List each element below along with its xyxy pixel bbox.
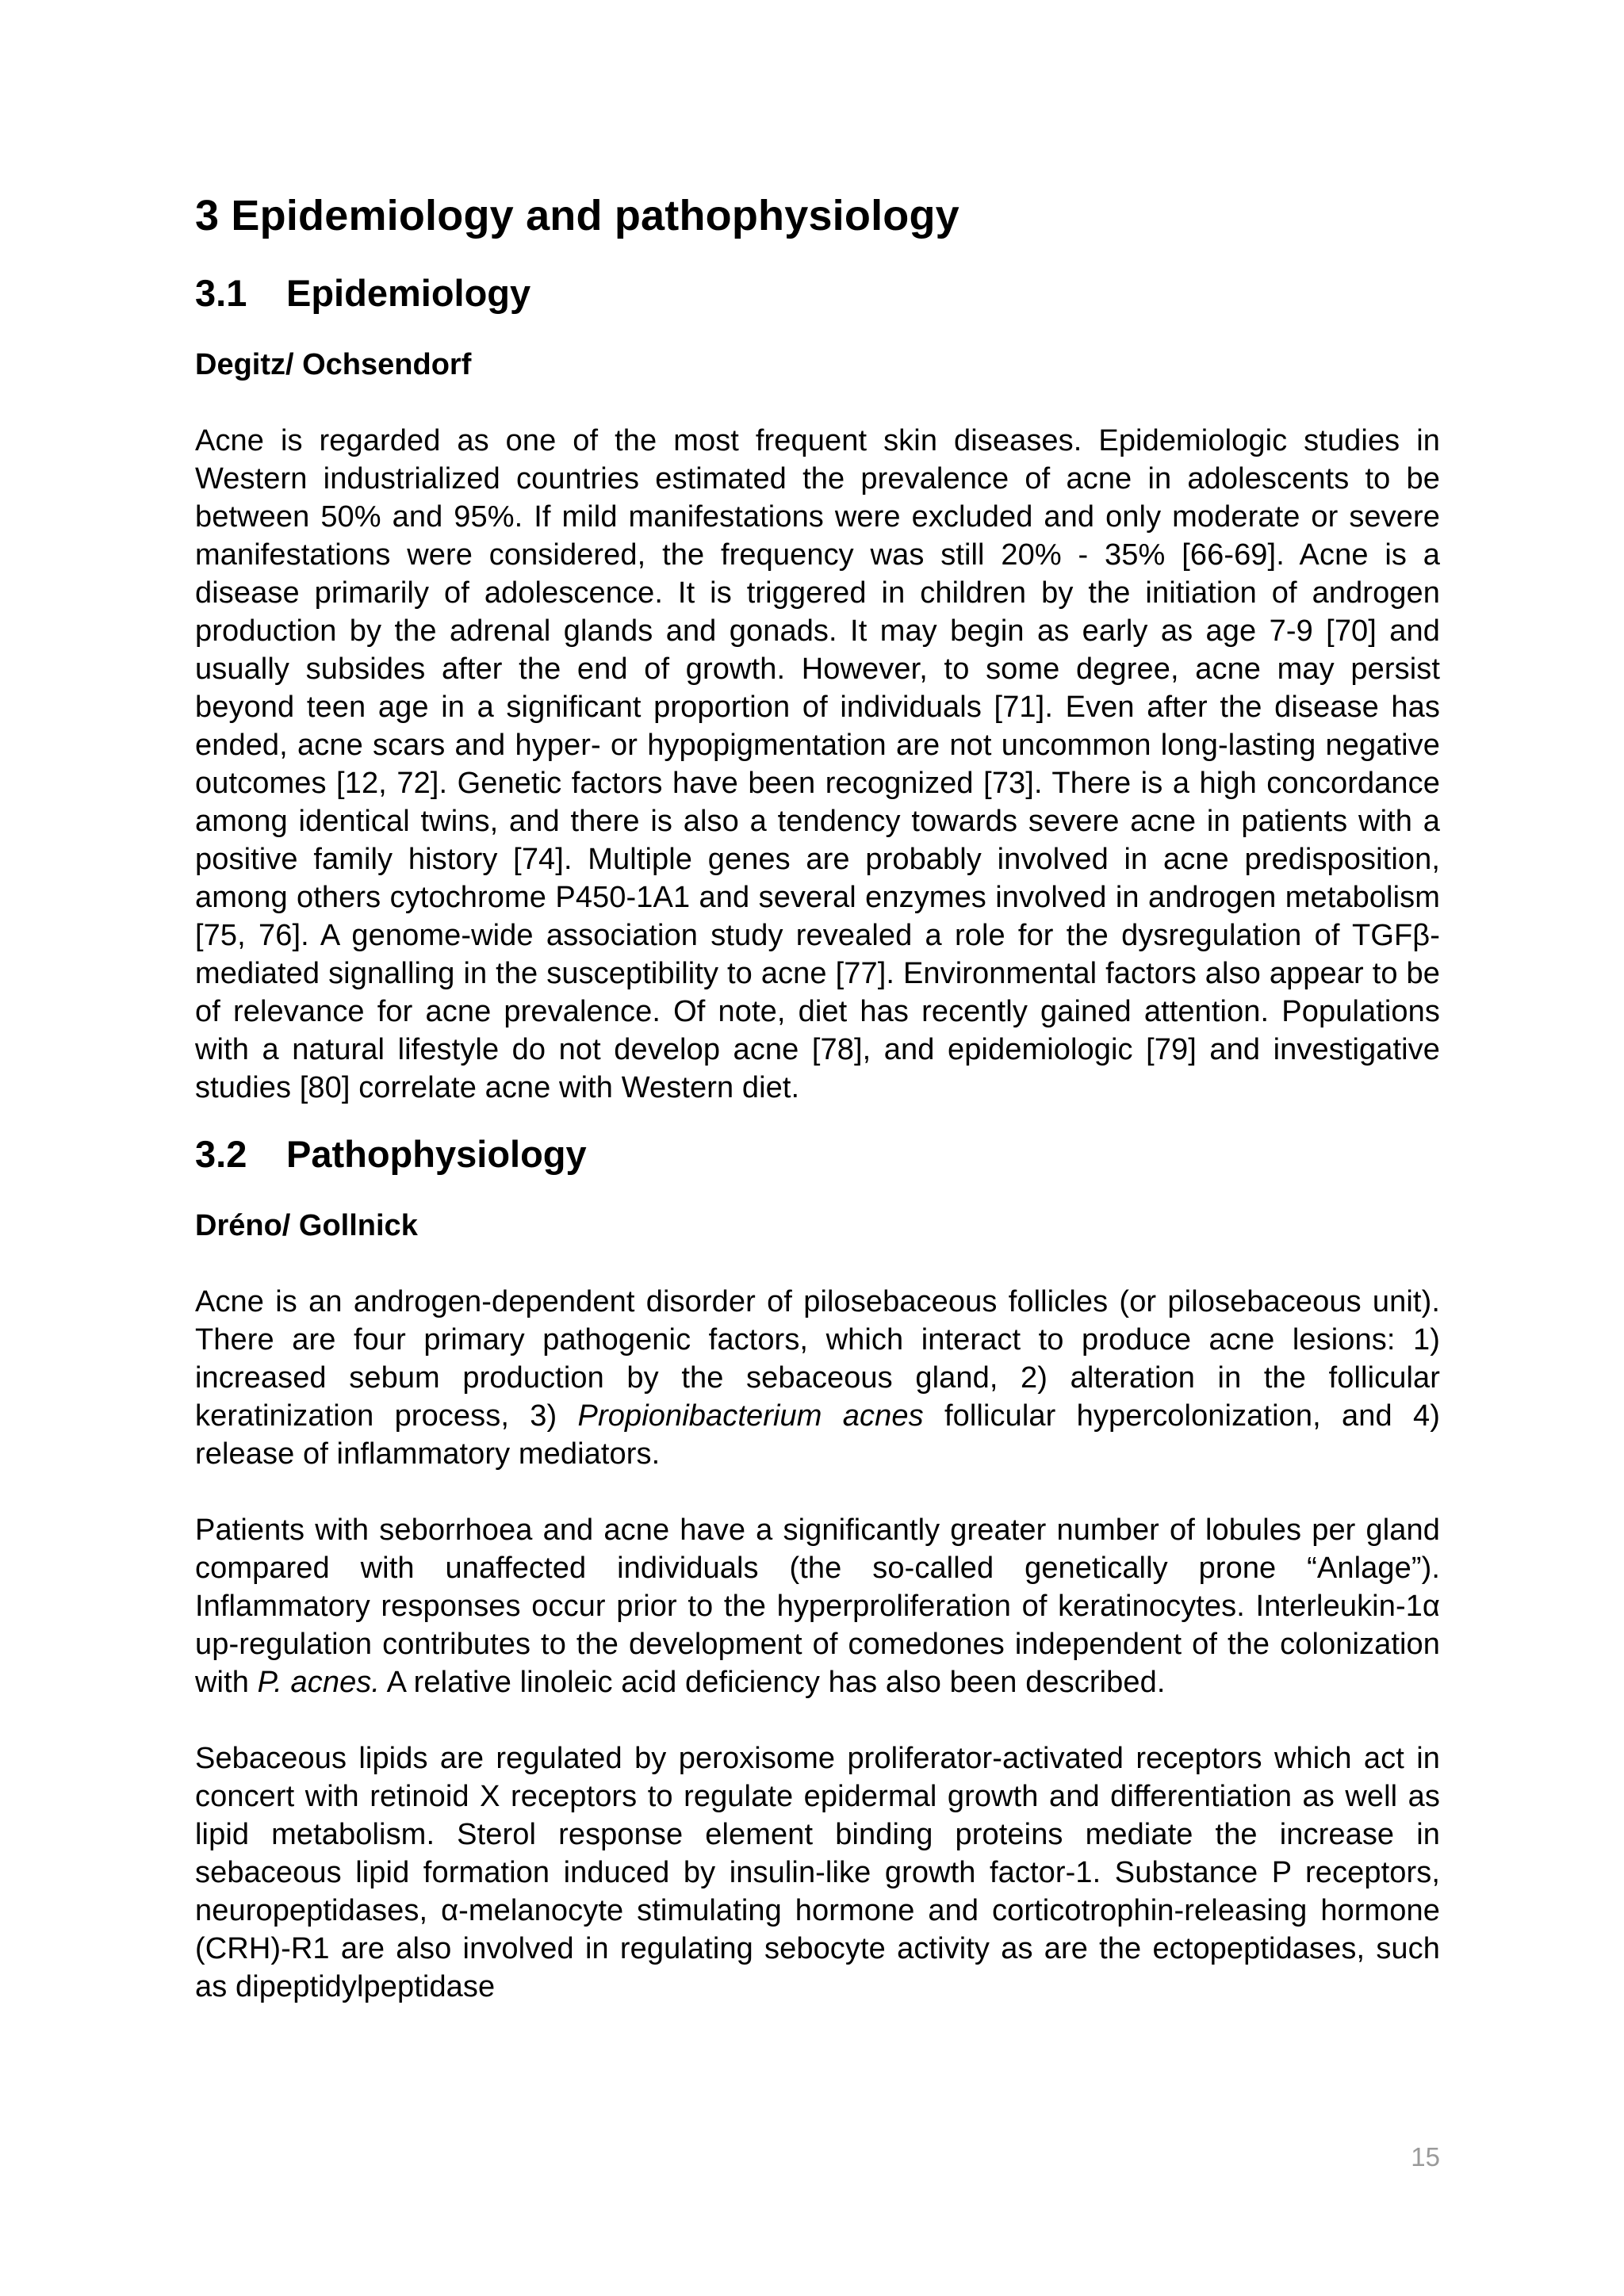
section-heading-epidemiology — [195, 271, 1440, 316]
section-authors: Dréno/ Gollnick — [195, 1209, 418, 1242]
paragraph-pathogenic-factors — [195, 1283, 1440, 1473]
species-name: Propionibacterium acnes — [577, 1399, 924, 1433]
section-title: Pathophysiology — [286, 1133, 587, 1175]
paragraph-seborrhoea — [195, 1511, 1440, 1701]
paragraph-text: Patients with seborrhoea and acne have a significantly greater number of lobules per gland compared with unaffected individuals (the so-called genetically prone “Anlage”). Inflammatory responses occur prior to the hyperproliferation of keratinocytes. Interleukin-1α up-regulation contributes to the development of comedones independent of the colonization with — [195, 1513, 1440, 1699]
section-title: Epidemiology — [286, 272, 531, 314]
document-page — [195, 190, 1440, 2044]
paragraph-epidemiology: Acne is regarded as one of the most frequent skin diseases. Epidemiologic studies in Western industrialized countries estimated the prevalence of acne in adolescents to be between 50% and 95%. If mild manifestations were excluded and only moderate or severe manifestations were considered, the frequency was still 20% - 35% [66-69]. Acne is a disease primarily of adolescence. It is triggered in children by the initiation of androgen production by the adrenal glands and gonads. It may begin as early as age 7-9 [70] and usually subsides after the end of growth. However, to some degree, acne may persist beyond teen age in a significant proportion of individuals [71]. Even after the disease has ended, acne scars and hyper- or hypopigmentation are not uncommon long-lasting negative outcomes [12, 72]. Genetic factors have been recognized [73]. There is a high concordance among identical twins, and there is also a tendency towards severe acne in patients with a positive family history [74]. Multiple genes are probably involved in acne predisposition, among others cytochrome P450-1A1 and several enzymes involved in androgen metabolism [75, 76]. A genome-wide association study revealed a role for the dysregulation of TGFβ-mediated signalling in the susceptibility to acne [77]. Environmental factors also appear to be of relevance for acne prevalence. Of note, diet has recently gained attention. Populations with a natural lifestyle do not develop acne [78], and epidemiologic [79] and investigative studies [80] correlate acne with Western diet. — [195, 424, 1440, 1104]
paragraph-sebaceous-lipids: Sebaceous lipids are regulated by peroxisome proliferator-activated receptors which act in concert with retinoid X receptors to regulate epidermal growth and differentiation as well as lipid metabolism. Sterol response element binding proteins mediate the increase in sebaceous lipid formation induced by insulin-like growth factor-1. Substance P receptors, neuropeptidases, α-melanocyte stimulating hormone and corticotrophin-releasing hormone (CRH)-R1 are also involved in regulating sebocyte activity as are the ectopeptidases, such as dipeptidylpeptidase — [195, 1742, 1440, 2003]
page-number: 15 — [1411, 2142, 1440, 2172]
species-name: P. acnes. — [257, 1666, 381, 1699]
section-number: 3.1 — [195, 272, 247, 314]
paragraph-text: follicular hypercolonization, and 4) release of inflammatory mediators. — [195, 1399, 1440, 1471]
section-heading-pathophysiology — [195, 1132, 1440, 1177]
chapter-title: 3 Epidemiology and pathophysiology — [195, 192, 959, 239]
section-authors: Degitz/ Ochsendorf — [195, 348, 472, 381]
section-number: 3.2 — [195, 1133, 247, 1175]
paragraph-text: A relative linoleic acid deficiency has also been described. — [380, 1666, 1166, 1699]
paragraph-text: Acne is an androgen-dependent disorder of pilosebaceous follicles (or pilosebaceous unit). There are four primary pathogenic factors, which interact to produce acne lesions: 1) increased sebum production by the sebaceous gland, 2) alteration in the follicular keratinization process, 3) — [195, 1285, 1440, 1433]
